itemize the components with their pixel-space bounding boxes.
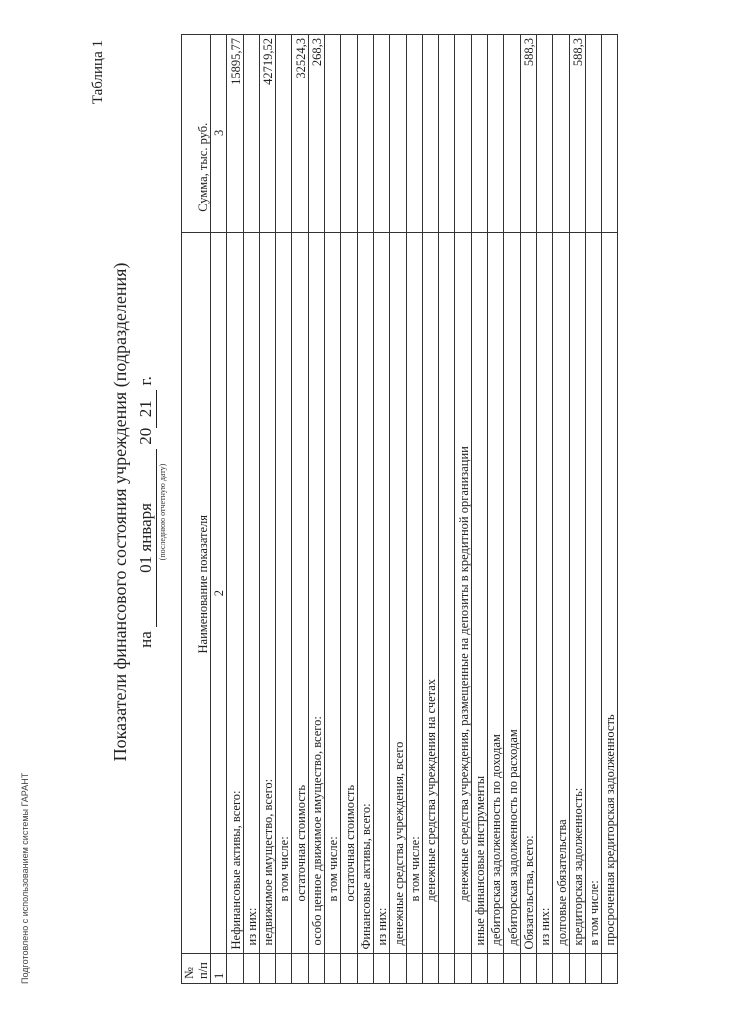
row-value: 588,3 <box>569 35 585 233</box>
row-label: из них: <box>373 232 389 954</box>
row-label: Финансовые активы, всего: <box>357 232 373 954</box>
row-label: денежные средства учреждения, всего <box>390 232 406 954</box>
report-date <box>136 0 157 1024</box>
date-day-month: 01 января <box>136 449 157 627</box>
row-value <box>536 35 552 233</box>
row-number-cell <box>406 954 422 984</box>
table-header-row <box>182 35 211 984</box>
row-label: из них: <box>536 232 552 954</box>
row-number-cell <box>520 954 536 984</box>
row-label: в том числе: <box>325 232 341 954</box>
date-prefix: на <box>136 631 155 648</box>
row-label: кредиторская задолженность: <box>569 232 585 954</box>
date-suffix: г. <box>136 376 155 386</box>
table-row <box>259 35 275 984</box>
row-value: 588,3 <box>520 35 536 233</box>
row-label: из них: <box>243 232 259 954</box>
row-value <box>243 35 259 233</box>
row-label: долговые обязательства <box>553 232 569 954</box>
header-col3: Сумма, тыс. руб. <box>182 35 211 233</box>
row-value <box>488 35 504 233</box>
table-row <box>373 35 389 984</box>
table-row <box>471 35 487 984</box>
row-value: 32524,3 <box>292 35 308 233</box>
row-value <box>422 35 438 233</box>
row-label: дебиторская задолженность по доходам <box>488 232 504 954</box>
row-number-cell <box>341 954 357 984</box>
row-number-cell <box>488 954 504 984</box>
date-year-prefix: 20 <box>136 427 155 445</box>
row-number-cell <box>325 954 341 984</box>
header-num1: 1 <box>211 954 227 984</box>
table-row <box>455 35 471 984</box>
row-number-cell <box>292 954 308 984</box>
header-col2: Наименование показателя <box>182 232 211 954</box>
row-value <box>471 35 487 233</box>
table-row <box>341 35 357 984</box>
table-row <box>308 35 324 984</box>
row-value: 42719,52 <box>259 35 275 233</box>
row-value: 15895,77 <box>227 35 243 233</box>
row-number-cell <box>227 954 243 984</box>
table-row <box>569 35 585 984</box>
row-number-cell <box>569 954 585 984</box>
row-number-cell <box>504 954 520 984</box>
row-label: в том числе: <box>406 232 422 954</box>
row-number-cell <box>243 954 259 984</box>
row-label: Нефинансовые активы, всего: <box>227 232 243 954</box>
table-row <box>439 35 455 984</box>
row-label: остаточная стоимость <box>292 232 308 954</box>
row-label: денежные средства учреждения на счетах <box>422 232 438 954</box>
table-number: Таблица 1 <box>90 40 106 105</box>
row-number-cell <box>455 954 471 984</box>
table-row <box>504 35 520 984</box>
watermark: Подготовлено с использованием системы ГАРАНТ <box>20 772 30 984</box>
table-row <box>227 35 243 984</box>
row-number-cell <box>553 954 569 984</box>
row-number-cell <box>602 954 618 984</box>
row-value <box>439 35 455 233</box>
table-row <box>406 35 422 984</box>
row-value <box>602 35 618 233</box>
row-number-cell <box>422 954 438 984</box>
date-year-suffix: 21 <box>136 390 157 428</box>
row-label: в том числе: <box>276 232 292 954</box>
row-label: особо ценное движимое имущество, всего: <box>308 232 324 954</box>
table-row <box>292 35 308 984</box>
row-label: в том числе: <box>585 232 601 954</box>
table-row <box>276 35 292 984</box>
header-num3: 3 <box>211 35 227 233</box>
header-num2: 2 <box>211 232 227 954</box>
row-value <box>341 35 357 233</box>
row-number-cell <box>373 954 389 984</box>
row-label: дебиторская задолженность по расходам <box>504 232 520 954</box>
row-value <box>373 35 389 233</box>
row-value <box>325 35 341 233</box>
table-row <box>553 35 569 984</box>
row-number-cell <box>471 954 487 984</box>
row-value <box>276 35 292 233</box>
table-row <box>520 35 536 984</box>
table-row <box>325 35 341 984</box>
row-value <box>585 35 601 233</box>
table-row <box>357 35 373 984</box>
financial-table <box>181 34 618 984</box>
row-value <box>390 35 406 233</box>
row-label: Обязательства, всего: <box>520 232 536 954</box>
row-number-cell <box>259 954 275 984</box>
row-number-cell <box>390 954 406 984</box>
table-row <box>536 35 552 984</box>
table-row <box>243 35 259 984</box>
row-value <box>504 35 520 233</box>
row-value: 268,3 <box>308 35 324 233</box>
table-row <box>390 35 406 984</box>
row-number-cell <box>357 954 373 984</box>
row-label: просроченная кредиторская задолженность <box>602 232 618 954</box>
table-row <box>585 35 601 984</box>
row-number-cell <box>585 954 601 984</box>
row-label: иные финансовые инструменты <box>471 232 487 954</box>
table-row <box>602 35 618 984</box>
row-value <box>455 35 471 233</box>
row-label: денежные средства учреждения, размещенные на депозиты в кредитной организации <box>455 232 471 954</box>
row-value <box>406 35 422 233</box>
table-number-row <box>211 35 227 984</box>
header-col1: № п/п <box>182 954 211 984</box>
page-title: Показатели финансового состояния учреждения (подразделения) <box>110 262 130 762</box>
row-label: остаточная стоимость <box>341 232 357 954</box>
row-value <box>553 35 569 233</box>
table-row <box>422 35 438 984</box>
date-hint: (последнюю отчетную дату) <box>158 463 167 561</box>
row-number-cell <box>536 954 552 984</box>
row-number-cell <box>439 954 455 984</box>
row-number-cell <box>308 954 324 984</box>
row-label <box>439 232 455 954</box>
table-row <box>488 35 504 984</box>
row-value <box>357 35 373 233</box>
row-number-cell <box>276 954 292 984</box>
row-label: недвижимое имущество, всего: <box>259 232 275 954</box>
